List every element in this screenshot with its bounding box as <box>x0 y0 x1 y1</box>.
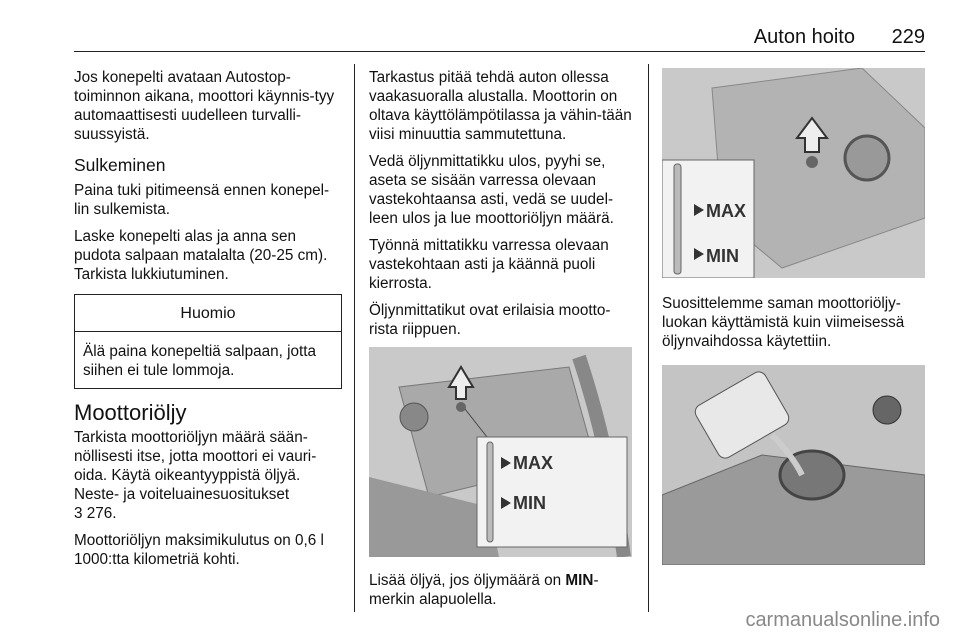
page-header <box>74 24 925 52</box>
max-label: MAX <box>706 201 746 221</box>
paragraph: Suosittelemme saman moottoriöljy-luokan käyttämistä kuin viimeisessä öljynvaihdossa käytettiin. <box>662 295 905 350</box>
oil-filling-figure <box>662 365 925 565</box>
paragraph: Öljynmittatikut ovat erilaisia mootto-rista riippuen. <box>369 302 611 338</box>
paragraph: Työnnä mittatikku varressa olevaan vastekohtaan asti ja käännä puoli kierrosta. <box>369 237 609 292</box>
dipstick-figure <box>662 68 925 278</box>
column-divider <box>648 64 649 612</box>
paragraph: Tarkista moottoriöljyn määrä sään-nöllisesti itse, jotta moottori ei vauri-oida. Käytä oikeantyyppistä öljyä. Neste- ja voiteluainesuositukset <box>74 429 317 503</box>
column-2 <box>369 68 637 617</box>
watermark: carmanualsonline.info <box>745 609 940 631</box>
paragraph: Lisää öljyä, jos öljymäärä on MIN-merkin alapuolella. <box>369 572 599 608</box>
page-reference-link[interactable]: 3 276. <box>74 505 117 522</box>
column-1 <box>74 68 342 577</box>
min-label: MIN <box>513 493 546 513</box>
heading-engine-oil: Moottoriöljy <box>74 400 187 425</box>
paragraph: Tarkastus pitää tehdä auton ollessa vaakasuoralla alustalla. Moottorin on oltava käyttölämpötilassa ja vähin-tään viisi minuuttia sammutettuna. <box>369 69 632 143</box>
dipstick-engine-figure <box>369 347 632 557</box>
paragraph: Moottoriöljyn maksimikulutus on 0,6 l 1000:tta kilometriä kohti. <box>74 532 324 568</box>
note-body: Älä paina konepeltiä salpaan, jotta siihen ei tule lommoja. <box>83 343 317 379</box>
column-3 <box>662 68 930 565</box>
paragraph: Paina tuki pitimeensä ennen konepel-lin sulkemista. <box>74 182 330 218</box>
min-bold: MIN <box>565 572 594 589</box>
note-box <box>74 294 342 389</box>
oil-filling-illustration <box>662 365 925 565</box>
paragraph: Vedä öljynmittatikku ulos, pyyhi se, aseta se sisään varressa olevaan vastekohtaansa asti, vedä se uudel-leen ulos ja lue moottoriöljyn määrä. <box>369 153 614 227</box>
engine-illustration <box>369 347 632 557</box>
max-label: MAX <box>513 453 553 473</box>
section-title: Auton hoito <box>753 26 855 48</box>
min-label: MIN <box>706 246 739 266</box>
note-title: Huomio <box>75 295 341 332</box>
page-number: 229 <box>891 26 925 48</box>
paragraph: Jos konepelti avataan Autostop-toiminnon aikana, moottori käynnis-tyy automaattisesti uudelleen turvalli-suussyistä. <box>74 69 335 143</box>
heading-closing: Sulkeminen <box>74 155 166 175</box>
paragraph: Laske konepelti alas ja anna sen pudota salpaan matalalta (20-25 cm). Tarkista lukkiutuminen. <box>74 228 328 283</box>
column-divider <box>354 64 355 612</box>
